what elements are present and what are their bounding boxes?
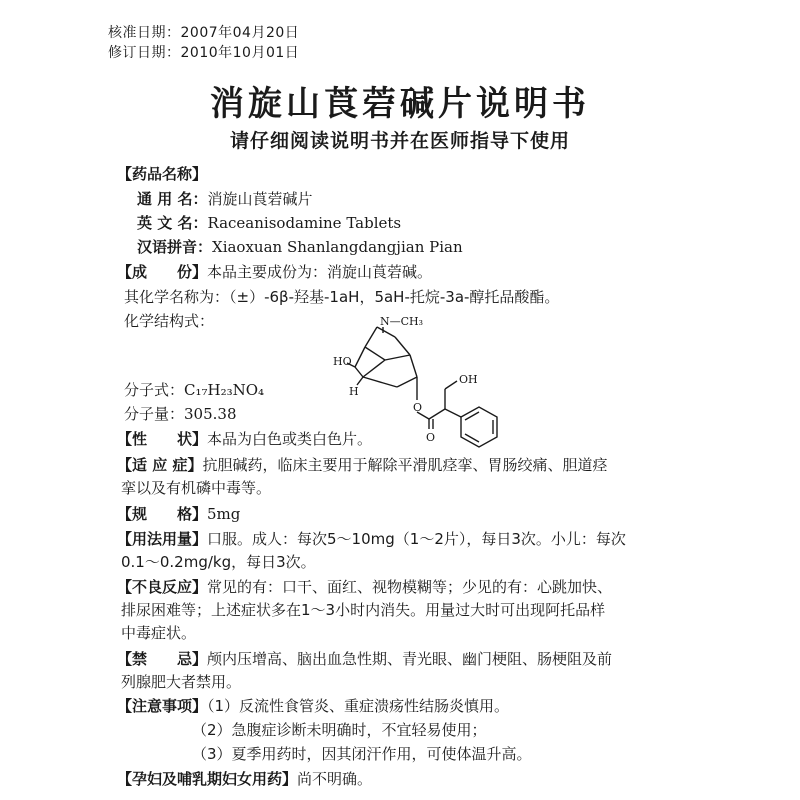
contraindications-line-2: 列腺肥大者禁用。: [121, 673, 242, 691]
properties-row: [117, 428, 372, 449]
section-header-adverse: 【不良反应】: [117, 578, 208, 596]
structure-n-methyl: N—CH₃: [380, 315, 424, 328]
structure-ho: HO: [333, 355, 352, 368]
adverse-row: [117, 576, 612, 597]
precautions-row: [117, 695, 509, 716]
adverse-line-3: 中毒症状。: [121, 624, 197, 642]
dosage-line-2: 0.1～0.2mg/kg，每日3次。: [121, 553, 316, 571]
section-header-pregnancy: 【孕妇及哺乳期妇女用药】: [117, 770, 298, 788]
weight-value: 305.38: [184, 405, 237, 423]
english-name-row: [137, 212, 401, 233]
section-header-contraindications: 【禁 忌】: [117, 650, 208, 668]
generic-name-row: [137, 188, 312, 209]
structure-label: 化学结构式：: [124, 312, 215, 330]
composition-row: [117, 261, 432, 282]
section-header-drug-name: 【药品名称】: [117, 165, 208, 183]
indications-line-1: 抗胆碱药，临床主要用于解除平滑肌痉挛、胃肠绞痛、胆道痉: [202, 456, 608, 474]
generic-name-label: 通 用 名：: [137, 190, 208, 208]
approval-date: 核准日期：2007年04月20日: [108, 25, 300, 41]
formula-label: 分子式：: [124, 381, 185, 399]
precautions-item-3: （3）夏季用药时，因其闭汗作用，可使体温升高。: [192, 745, 532, 763]
revision-date: 修订日期：2010年10月01日: [108, 45, 300, 61]
pregnancy-row: [117, 768, 372, 789]
adverse-line-1: 常见的有：口干、面红、视物模糊等；少见的有：心跳加快、: [207, 578, 613, 596]
chemical-name: 其化学名称为：（±）-6β-羟基-1aH，5aH-托烷-3a-醇托品酸酯。: [124, 288, 560, 306]
contraindications-line-1: 颅内压增高、脑出血急性期、青光眼、幽门梗阻、肠梗阻及前: [207, 650, 613, 668]
pinyin-name-value: Xiaoxuan Shanlangdangjian Pian: [212, 238, 463, 256]
english-name-value: Raceanisodamine Tablets: [207, 214, 402, 232]
section-header-properties: 【性 状】: [117, 430, 208, 448]
pregnancy-text: 尚不明确。: [297, 770, 373, 788]
composition-main: 本品主要成份为：消旋山莨菪碱。: [207, 263, 433, 281]
indications-line-2: 挛以及有机磷中毒等。: [121, 479, 272, 497]
section-header-composition: 【成 份】: [117, 263, 208, 281]
generic-name-value: 消旋山莨菪碱片: [207, 190, 313, 208]
weight-row: [124, 403, 237, 424]
formula-value: C₁₇H₂₃NO₄: [184, 381, 265, 399]
pinyin-name-row: [137, 236, 463, 257]
specification-row: [117, 503, 240, 524]
adverse-line-2: 排尿困难等；上述症状多在1～3小时内消失。用量过大时可出现阿托品样: [121, 601, 606, 619]
structure-oh: OH: [459, 373, 478, 386]
formula-row: [124, 379, 264, 400]
properties-text: 本品为白色或类白色片。: [207, 430, 373, 448]
section-header-dosage: 【用法用量】: [117, 530, 208, 548]
specification-text: 5mg: [207, 505, 241, 523]
structure-carbonyl-o: O: [426, 431, 436, 444]
weight-label: 分子量：: [124, 405, 185, 423]
pinyin-name-label: 汉语拼音：: [137, 238, 213, 256]
dosage-row: [117, 528, 626, 549]
structure-ester-o: O: [413, 401, 423, 414]
structure-h: H: [349, 385, 359, 398]
page-subtitle: 请仔细阅读说明书并在医师指导下使用: [229, 130, 570, 152]
section-header-specification: 【规 格】: [117, 505, 208, 523]
precautions-item-2: （2）急腹症诊断未明确时，不宜轻易使用；: [192, 721, 487, 739]
contraindications-row: [117, 648, 612, 669]
section-header-indications: 【适 应 症】: [117, 456, 203, 474]
dosage-line-1: 口服。成人：每次5～10mg（1～2片），每日3次。小儿：每次: [207, 530, 626, 548]
precautions-item-1: （1）反流性食管炎、重症溃疡性结肠炎慎用。: [207, 697, 510, 715]
page-title: 消旋山莨菪碱片说明书: [210, 84, 590, 124]
section-header-precautions: 【注意事项】: [117, 697, 208, 715]
indications-row: [117, 454, 607, 475]
english-name-label: 英 文 名：: [137, 214, 208, 232]
